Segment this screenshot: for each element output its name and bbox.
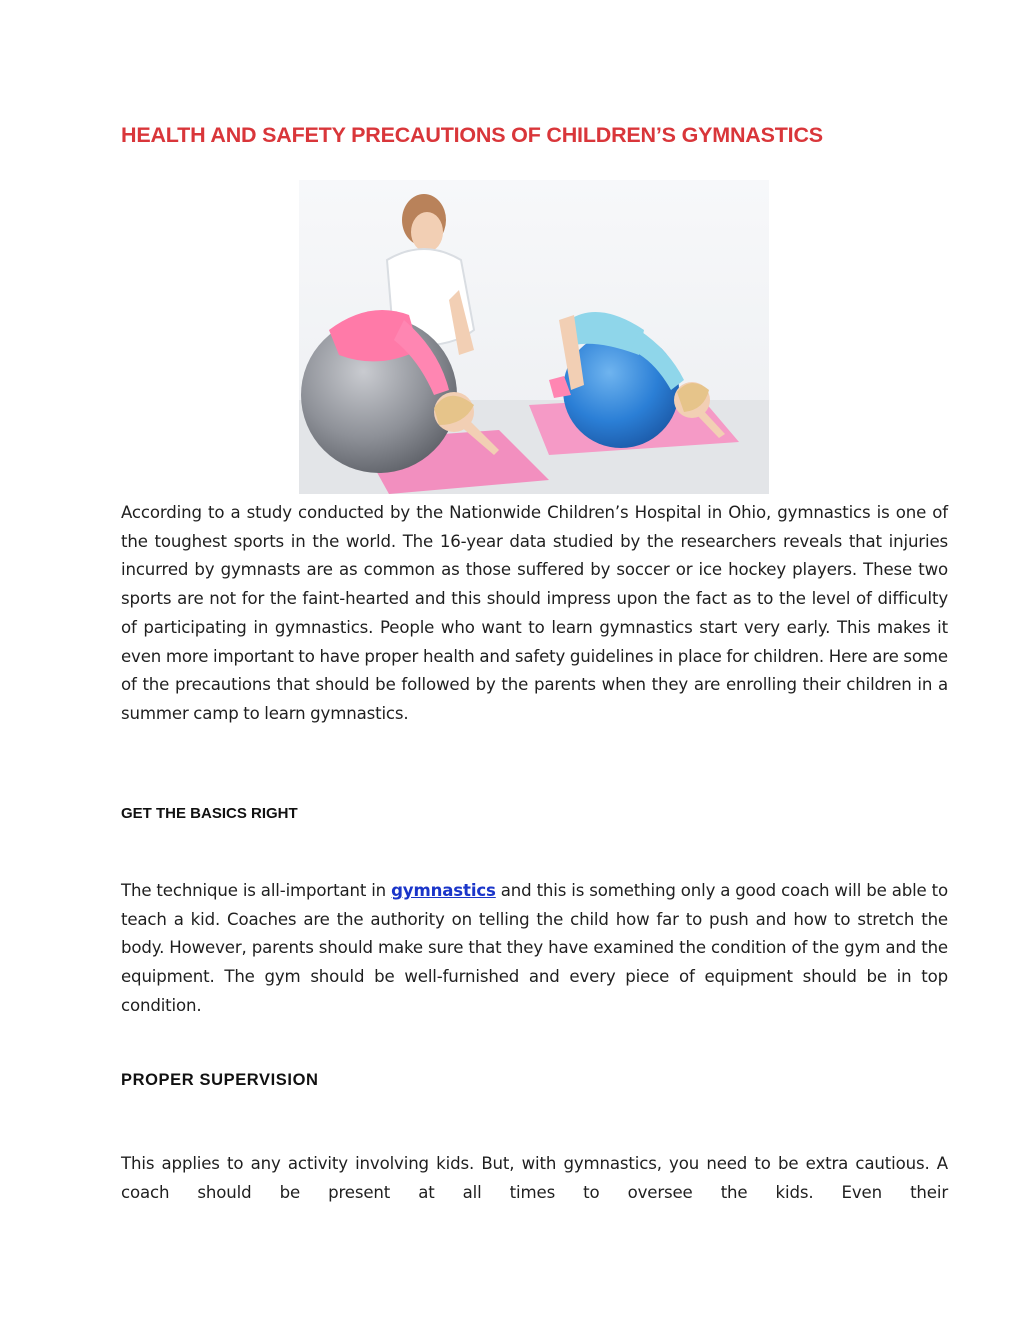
basics-paragraph-text-start: The technique is all-important in (121, 881, 392, 900)
document-title: HEALTH AND SAFETY PRECAUTIONS OF CHILDREN’S GYMNASTICS (121, 123, 823, 147)
basics-paragraph (121, 877, 948, 1021)
section-heading-supervision: PROPER SUPERVISION (121, 1071, 319, 1089)
basics-paragraph-text-end: and this is something only a good coach will be able to teach a kid. Coaches are the authority on telling the child how far to push and how to stretch the body. However, parents should make sure that they have examined the condition of the gym and the equipment. The gym should be well-furnished and every piece of equipment should be in top condition. (121, 881, 948, 1015)
intro-paragraph: According to a study conducted by the Nationwide Children’s Hospital in Ohio, gymnastics is one of the toughest sports in the world. The 16-year data studied by the researchers reveals that injuries incurred by gymnasts are as common as those suffered by soccer or ice hockey players. These two sports are not for the faint-hearted and this should impress upon the fact as to the level of difficulty of participating in gymnastics. People who want to learn gymnastics start very early. This makes it even more important to have proper health and safety guidelines in place for children. Here are some of the precautions that should be followed by the parents when they are enrolling their children in a summer camp to learn gymnastics. (121, 503, 948, 723)
gymnastics-photo (299, 180, 769, 494)
section-heading-basics: GET THE BASICS RIGHT (121, 805, 298, 822)
supervision-paragraph: This applies to any activity involving kids. But, with gymnastics, you need to be extra cautious. A coach should be present at all times to oversee the kids. Even their (121, 1154, 948, 1202)
gymnastics-link[interactable]: gymnastics (391, 881, 496, 900)
